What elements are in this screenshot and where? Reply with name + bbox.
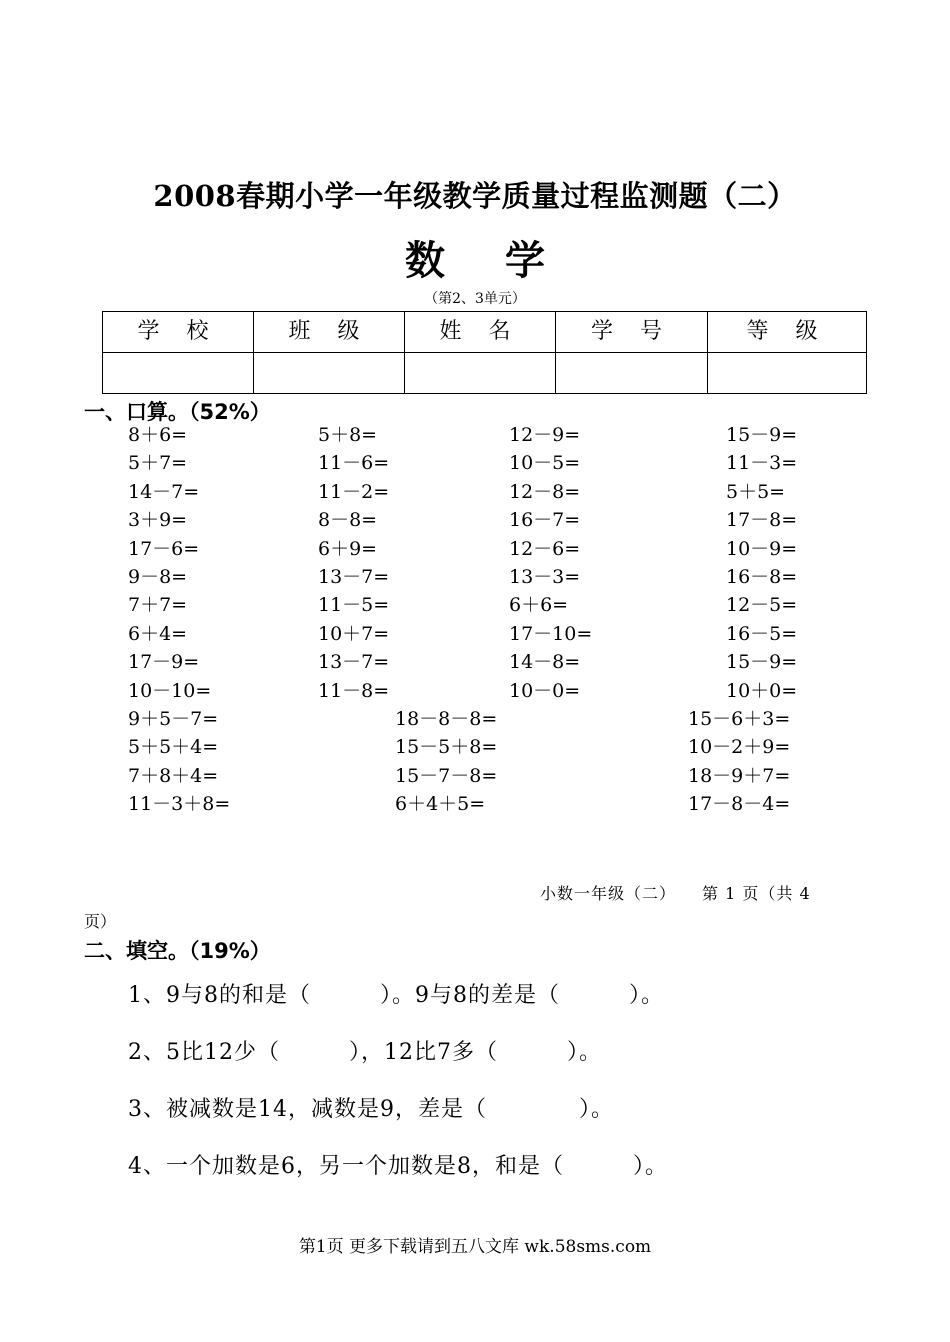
info-blank-row [103,353,867,394]
equation: 15－6＋3= [688,708,791,730]
equation: 17－10= [509,622,593,645]
info-cell-name[interactable] [405,353,556,394]
equation: 11－6= [318,452,390,475]
equation: 3＋9= [128,509,188,532]
equation: 12－8= [509,480,581,503]
equation: 5＋5＋4= [128,736,219,759]
equation: 7＋8＋4= [128,764,219,787]
equation: 15－5＋8= [395,736,498,759]
info-cell-school[interactable] [103,353,254,394]
equation: 15－7－8= [395,764,498,787]
equation: 11－3= [726,452,798,475]
info-header-class: 班 级 [254,312,405,353]
equation: 13－7= [318,651,390,674]
equation: 8－8= [318,509,378,532]
equation: 6＋4= [128,622,188,645]
fill-blank-item: 4、一个加数是6，另一个加数是8，和是（ ）。 [128,1154,668,1179]
equation: 10＋7= [318,622,390,645]
equation: 12－6= [509,537,581,560]
section1-heading: 一、口算。（52%） [84,400,271,424]
equation: 13－7= [318,566,390,588]
info-cell-grade[interactable] [708,353,867,394]
info-cell-number[interactable] [556,353,708,394]
equation: 8＋6= [128,424,188,446]
equation: 17－8= [726,509,798,532]
equation: 9－8= [128,566,188,588]
equation: 5＋5= [726,480,786,503]
equation: 5＋8= [318,424,378,446]
equation: 16－7= [509,509,581,532]
info-header-grade: 等 级 [708,312,867,353]
equation: 10－10= [128,679,212,702]
equation: 6＋6= [509,594,569,617]
equation: 11－5= [318,594,390,617]
equation: 11－2= [318,480,390,503]
equation: 15－9= [726,651,798,674]
unit-subtitle: （第2、3单元） [424,291,526,307]
equation: 7＋7= [128,594,188,617]
equation: 17－6= [128,537,200,560]
equation: 10＋0= [726,679,798,702]
equation: 5＋7= [128,452,188,475]
equation: 6＋9= [318,537,378,560]
equation: 17－8－4= [688,793,791,816]
equation: 14－8= [509,651,581,674]
download-note: 第1页 更多下载请到五八文库 wk.58sms.com [298,1237,652,1257]
equation: 15－9= [726,424,798,446]
equation: 6＋4＋5= [395,793,486,816]
info-header-number: 学 号 [556,312,708,353]
equation: 11－3＋8= [128,793,231,816]
info-header-school: 学 校 [103,312,254,353]
equation: 9＋5－7= [128,708,219,730]
page-title: 2008春期小学一年级教学质量过程监测题（二） [153,179,797,213]
equation: 10－2＋9= [688,736,791,759]
equation: 16－8= [726,566,798,588]
fill-blank-item: 1、9与8的和是（ ）。9与8的差是（ ）。 [128,983,664,1008]
equation: 10－9= [726,537,798,560]
section2-heading: 二、填空。（19%） [84,939,271,963]
page-footer-continued: 页） [84,912,117,931]
equation: 11－8= [318,679,390,702]
info-header-row [103,312,867,353]
page-footer: 小数一年级（二） 第 1 页（共 4 [540,884,811,903]
student-info-table [102,311,867,394]
equation: 13－3= [509,566,581,588]
equation: 10－0= [509,679,581,702]
equation: 18－9＋7= [688,764,791,787]
info-cell-class[interactable] [254,353,405,394]
equation: 12－5= [726,594,798,617]
subject-title: 数学 [405,238,605,284]
equation: 10－5= [509,452,581,475]
fill-blank-item: 3、被减数是14，减数是9，差是（ ）。 [128,1097,614,1122]
equation: 14－7= [128,480,200,503]
equation: 17－9= [128,651,200,674]
fill-blank-item: 2、5比12少（ ），12比7多（ ）。 [128,1040,602,1065]
equation: 16－5= [726,622,798,645]
equation: 12－9= [509,424,581,446]
equation: 18－8－8= [395,708,498,730]
info-header-name: 姓 名 [405,312,556,353]
